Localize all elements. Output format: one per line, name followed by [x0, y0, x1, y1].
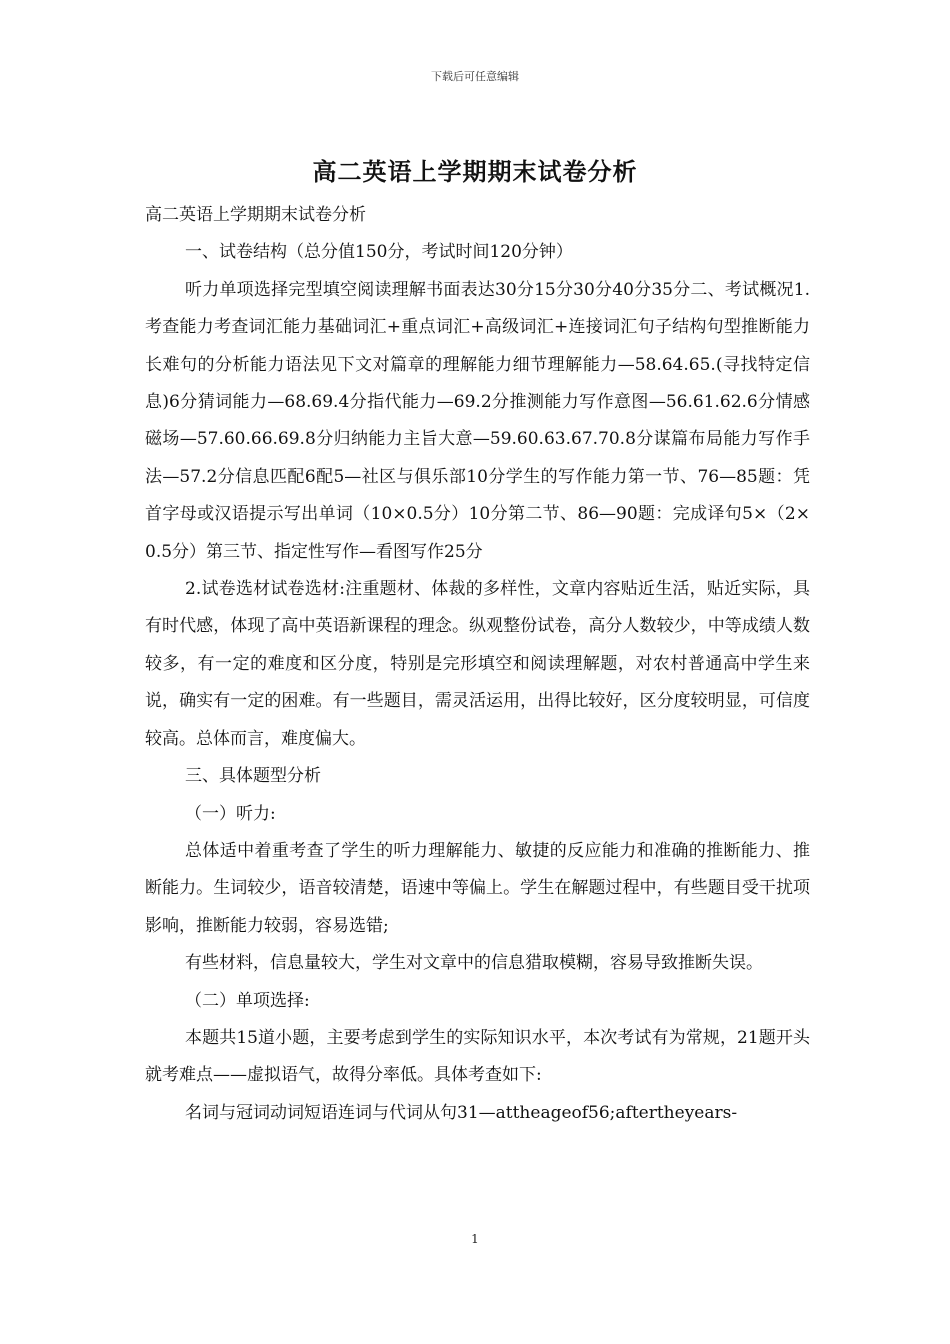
subsection-heading: （二）单项选择:	[185, 990, 310, 1011]
body-paragraph: 2.试卷选材试卷选材:注重题材、体裁的多样性，文章内容贴近生活，贴近实际，具有时代感，体现了高中英语新课程的理念。纵观整份试卷，高分人数较少，中等成绩人数较多，有一定的难度和区分度，特别是完形填空和阅读理解题，对农村普通高中学生来说，确实有一定的困难。有一些题目，需灵活运用，出得比较好，区分度较明显，可信度较高。总体而言，难度偏大。	[145, 579, 810, 749]
document-body	[145, 197, 810, 1132]
body-paragraph: 有些材料，信息量较大，学生对文章中的信息猎取模糊，容易导致推断失误。	[185, 953, 763, 974]
body-paragraph: 高二英语上学期期末试卷分析	[145, 205, 366, 225]
body-paragraph: 一、试卷结构（总分值150分，考试时间120分钟）	[185, 242, 573, 263]
section-heading: 三、具体题型分析	[185, 766, 321, 787]
body-paragraph: 听力单项选择完型填空阅读理解书面表达30分15分30分40分35分二、考试概况1.考查能力考查词汇能力基础词汇+重点词汇+高级词汇+连接词汇句子结构句型推断能力长难句的分析能力语法见下文对篇章的理解能力细节理解能力—58.64.65.(寻找特定信息)6分猜词能力—68.69.4分指代能力—69.2分推测能力写作意图—56.61.62.6分情感磁场—57.60.66.69.8分归纳能力主旨大意—59.60.63.67.70.8分谋篇布局能力写作手法—57.2分信息匹配6配5—社区与俱乐部10分学生的写作能力第一节、76—85题：凭首字母或汉语提示写出单词（10×0.5分）10分第二节、86—90题：完成译句5×（2×0.5分）第三节、指定性写作—看图写作25分	[145, 279, 810, 562]
document-title: 高二英语上学期期末试卷分析	[312, 158, 638, 186]
subsection-heading: （一）听力:	[185, 803, 276, 824]
header-note: 下载后可任意编辑	[431, 70, 519, 83]
body-paragraph: 总体适中着重考查了学生的听力理解能力、敏捷的反应能力和准确的推断能力、推断能力。生词较少，语音较清楚，语速中等偏上。学生在解题过程中，有些题目受干扰项影响，推断能力较弱，容易选错;	[145, 840, 810, 936]
page-number: 1	[471, 1232, 479, 1246]
body-paragraph: 本题共15道小题，主要考虑到学生的实际知识水平，本次考试有为常规，21题开头就考难点——虚拟语气，故得分率低。具体考查如下:	[145, 1027, 810, 1086]
body-paragraph: 名词与冠词动词短语连词与代词从句31—attheageof56;aftertheyears-	[185, 1102, 738, 1123]
